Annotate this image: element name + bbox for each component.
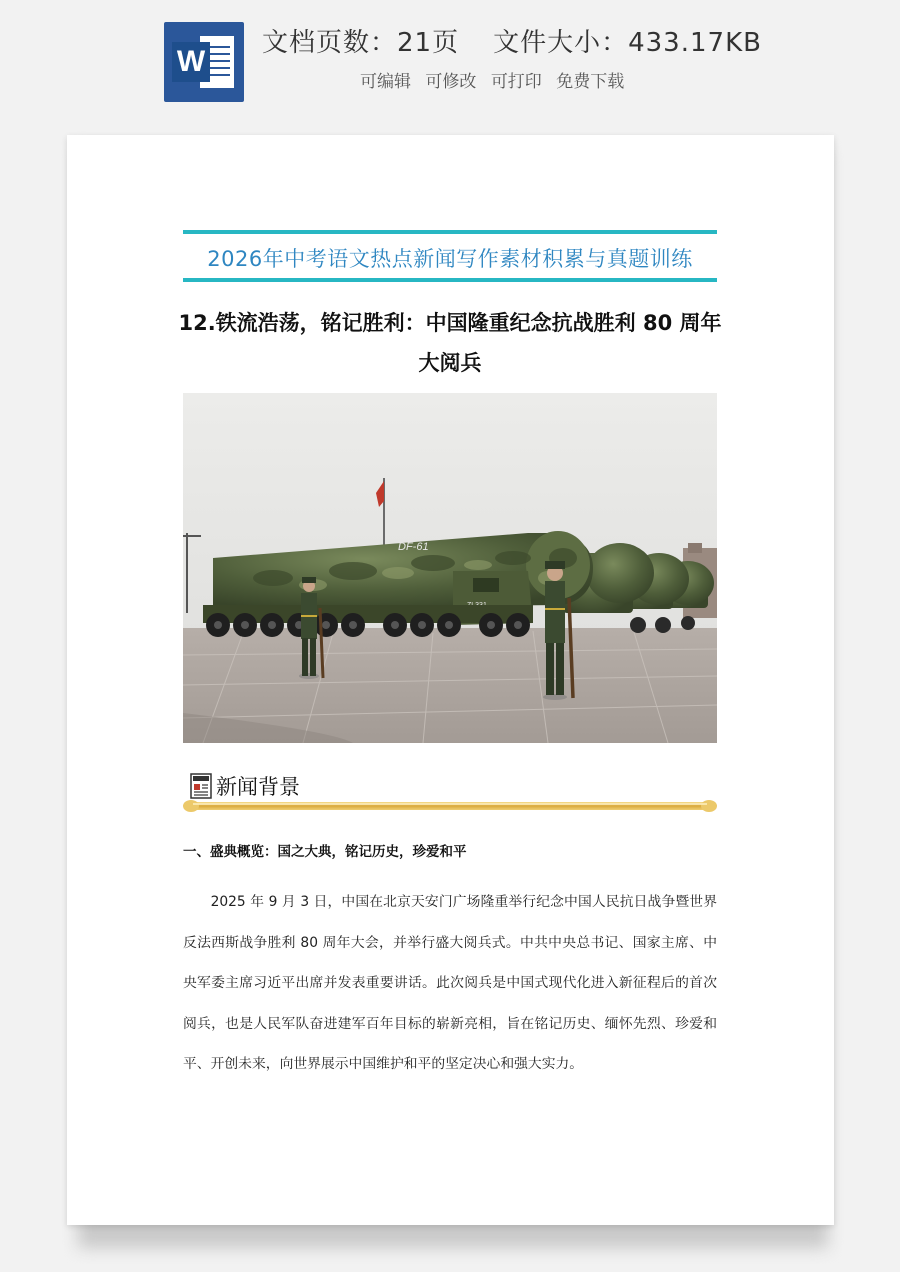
page-count: 文档页数：21页 bbox=[262, 28, 460, 58]
feature-list bbox=[360, 67, 633, 92]
missile-marking: DF-61 bbox=[398, 541, 429, 553]
feature-free-download: 免费下载 bbox=[556, 72, 625, 92]
subheading: 一、盛典概览：国之大典，铭记历史，珍爱和平 bbox=[183, 844, 467, 860]
parade-photo bbox=[183, 393, 717, 743]
news-icon bbox=[190, 773, 212, 799]
article-headline: 12.铁流浩荡，铭记胜利：中国隆重纪念抗战胜利 80 周年大阅兵 bbox=[178, 311, 722, 375]
series-title-bar bbox=[183, 230, 717, 282]
feature-printable: 可打印 bbox=[490, 72, 542, 92]
feature-editable: 可编辑 bbox=[360, 72, 411, 92]
feature-modifiable: 可修改 bbox=[425, 72, 477, 92]
word-icon bbox=[164, 22, 244, 102]
body-paragraph: 2025 年 9 月 3 日，中国在北京天安门广场隆重举行纪念中国人民抗日战争暨世界反法西斯战争胜利 80 周年大会，并举行盛大阅兵式。中共中央总书记、国家主席、中央军委主席习近平出席并发表重要讲话。此次阅兵是中国式现代化进入新征程后的首次阅兵，也是人民军队奋进建军百年目标的崭新亮相，旨在铭记历史、缅怀先烈、珍爱和平、开创未来，向世界展示中国维护和平的坚定决心和强大实力。 bbox=[183, 894, 717, 1072]
section-title: 新闻背景 bbox=[216, 775, 300, 799]
word-letter: W bbox=[172, 42, 210, 82]
gold-divider bbox=[183, 799, 717, 813]
file-info bbox=[262, 22, 762, 59]
document-page bbox=[67, 135, 834, 1225]
download-banner bbox=[0, 0, 900, 120]
series-title: 2026年中考语文热点新闻写作素材积累与真题训练 bbox=[207, 247, 693, 271]
file-size: 文件大小：433.17KB bbox=[493, 28, 762, 58]
